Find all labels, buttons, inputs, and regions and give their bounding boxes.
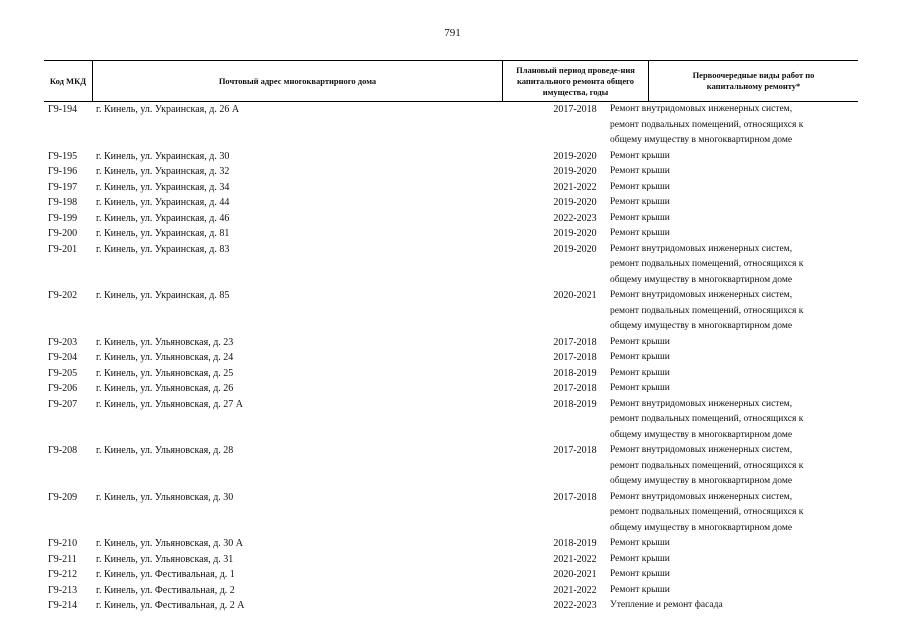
row-works-line: Ремонт внутридомовых инженерных систем, — [610, 290, 793, 300]
row-period: 2019-2020 — [553, 243, 597, 255]
table-row — [44, 552, 858, 568]
row-works-line: Ремонт внутридомовых инженерных систем, — [610, 445, 793, 455]
row-code: Г9-196 — [48, 166, 78, 177]
page-number: 791 — [444, 27, 461, 39]
row-address: г. Кинель, ул. Ульяновская, д. 30 — [96, 491, 234, 503]
row-works-line: Ремонт крыши — [610, 584, 670, 595]
row-address: г. Кинель, ул. Украинская, д. 32 — [96, 166, 230, 177]
row-works-line: общему имуществу в многоквартирном доме — [610, 274, 793, 285]
row-code: Г9-208 — [48, 445, 78, 456]
table-row — [44, 102, 858, 149]
row-address: г. Кинель, ул. Украинская, д. 34 — [96, 181, 230, 193]
row-works — [610, 102, 858, 149]
row-code: Г9-199 — [48, 212, 78, 224]
row-works-line: Утепление и ремонт фасада — [610, 600, 723, 610]
row-works-line: Ремонт внутридомовых инженерных систем, — [610, 491, 793, 502]
row-works — [610, 366, 858, 382]
row-works-line: Ремонт крыши — [610, 212, 670, 223]
row-works — [610, 335, 858, 351]
row-works — [610, 598, 858, 614]
table-body — [44, 102, 858, 614]
table-row — [44, 211, 858, 227]
row-works — [610, 583, 858, 599]
row-code: Г9-195 — [48, 150, 78, 162]
table-row — [44, 366, 858, 382]
row-code: Г9-204 — [48, 352, 78, 363]
row-code: Г9-202 — [48, 290, 78, 301]
row-code: Г9-211 — [48, 553, 77, 565]
table-row — [44, 226, 858, 242]
table-row — [44, 335, 858, 351]
row-works-line: Ремонт крыши — [610, 166, 670, 176]
row-period: 2020-2021 — [553, 569, 597, 580]
row-period: 2019-2020 — [553, 197, 597, 208]
row-code: Г9-206 — [48, 383, 78, 394]
table-row — [44, 598, 858, 614]
row-code: Г9-213 — [48, 584, 78, 596]
row-code: Г9-207 — [48, 398, 78, 410]
row-works-line: Ремонт крыши — [610, 150, 670, 161]
row-code: Г9-203 — [48, 336, 78, 348]
row-works-line: Ремонт крыши — [610, 336, 670, 347]
row-address: г. Кинель, ул. Фестивальная, д. 2 А — [96, 600, 245, 611]
table-row — [44, 567, 858, 583]
row-period: 2017-2018 — [553, 336, 597, 348]
row-address: г. Кинель, ул. Украинская, д. 85 — [96, 290, 230, 301]
row-works — [610, 443, 858, 490]
row-period: 2022-2023 — [553, 600, 597, 611]
table-row — [44, 583, 858, 599]
row-works-line: ремонт подвальных помещений, относящихся к — [610, 119, 804, 130]
row-code: Г9-209 — [48, 491, 78, 503]
row-works — [610, 288, 858, 335]
row-works-line: Ремонт крыши — [610, 383, 670, 393]
row-code: Г9-212 — [48, 569, 78, 580]
row-address: г. Кинель, ул. Украинская, д. 26 А — [96, 104, 240, 115]
row-works — [610, 397, 858, 444]
row-works-line: общему имуществу в многоквартирном доме — [610, 429, 793, 440]
row-works-line: общему имуществу в многоквартирном доме — [610, 135, 793, 145]
row-works-line: Ремонт крыши — [610, 352, 670, 362]
row-works-line: Ремонт крыши — [610, 197, 670, 207]
row-period: 2017-2018 — [553, 445, 597, 456]
table-row — [44, 397, 858, 444]
row-period: 2018-2019 — [553, 398, 597, 410]
row-works — [610, 490, 858, 537]
row-address: г. Кинель, ул. Фестивальная, д. 2 — [96, 584, 235, 596]
table-row — [44, 195, 858, 211]
row-period: 2021-2022 — [553, 584, 597, 596]
row-works-line: Ремонт внутридомовых инженерных систем, — [610, 243, 793, 254]
row-period: 2021-2022 — [553, 553, 597, 565]
row-works-line: общему имуществу в многоквартирном доме — [610, 522, 793, 533]
row-code: Г9-205 — [48, 367, 78, 379]
row-period: 2017-2018 — [553, 352, 597, 363]
row-works-line: Ремонт крыши — [610, 367, 670, 378]
row-period: 2017-2018 — [553, 383, 597, 394]
row-period: 2019-2020 — [553, 166, 597, 177]
row-address: г. Кинель, ул. Ульяновская, д. 28 — [96, 445, 234, 456]
row-works-line: Ремонт крыши — [610, 181, 670, 192]
row-works-line: ремонт подвальных помещений, относящихся к — [610, 259, 804, 269]
row-works — [610, 226, 858, 242]
row-works — [610, 164, 858, 180]
row-address: г. Кинель, ул. Ульяновская, д. 23 — [96, 336, 234, 348]
row-code: Г9-197 — [48, 181, 78, 193]
table-header — [44, 60, 858, 102]
row-works — [610, 211, 858, 227]
row-period: 2017-2018 — [553, 491, 597, 503]
row-works — [610, 567, 858, 583]
row-works-line: общему имуществу в многоквартирном доме — [610, 476, 793, 486]
table-row — [44, 149, 858, 165]
row-period: 2022-2023 — [553, 212, 597, 224]
row-works-line: ремонт подвальных помещений, относящихся к — [610, 305, 804, 316]
table-row — [44, 381, 858, 397]
row-works-line: Ремонт крыши — [610, 553, 670, 564]
row-code: Г9-194 — [48, 104, 78, 115]
row-works-line: Ремонт внутридомовых инженерных систем, — [610, 398, 793, 409]
row-works-line: ремонт подвальных помещений, относящихся к — [610, 507, 804, 517]
table-row — [44, 164, 858, 180]
row-address: г. Кинель, ул. Ульяновская, д. 31 — [96, 553, 234, 565]
row-works-line: Ремонт крыши — [610, 228, 670, 238]
row-works-line: общему имуществу в многоквартирном доме — [610, 321, 793, 331]
row-address: г. Кинель, ул. Украинская, д. 83 — [96, 243, 230, 255]
row-works — [610, 536, 858, 552]
row-period: 2019-2020 — [553, 228, 597, 239]
table-row — [44, 288, 858, 335]
row-works-line: ремонт подвальных помещений, относящихся к — [610, 460, 804, 471]
row-address: г. Кинель, ул. Украинская, д. 44 — [96, 197, 230, 208]
header-works: Первоочередные виды работ по капитальному ремонту* — [648, 61, 858, 101]
row-period: 2017-2018 — [553, 104, 597, 115]
row-works-line: Ремонт крыши — [610, 538, 670, 548]
row-period: 2021-2022 — [553, 181, 597, 193]
row-works — [610, 242, 858, 289]
table-row — [44, 443, 858, 490]
row-period: 2020-2021 — [553, 290, 597, 301]
row-period: 2018-2019 — [553, 538, 597, 549]
row-address: г. Кинель, ул. Украинская, д. 30 — [96, 150, 230, 162]
row-works — [610, 149, 858, 165]
header-code: Код МКД — [49, 75, 87, 86]
row-code: Г9-200 — [48, 228, 78, 239]
row-code: Г9-201 — [48, 243, 78, 255]
header-address: Почтовый адрес многоквартирного дома — [92, 61, 502, 101]
row-period: 2018-2019 — [553, 367, 597, 379]
table-row — [44, 350, 858, 366]
table-row — [44, 490, 858, 537]
header-period: Плановый период проведе-ния капитального ремонта общего имущества, годы — [502, 61, 648, 101]
table-row — [44, 536, 858, 552]
row-works-line: Ремонт крыши — [610, 569, 670, 579]
row-code: Г9-214 — [48, 600, 78, 611]
row-address: г. Кинель, ул. Ульяновская, д. 27 А — [96, 398, 243, 410]
row-address: г. Кинель, ул. Ульяновская, д. 24 — [96, 352, 234, 363]
row-works-line: ремонт подвальных помещений, относящихся к — [610, 414, 804, 424]
row-works — [610, 180, 858, 196]
table-row — [44, 242, 858, 289]
row-address: г. Кинель, ул. Украинская, д. 46 — [96, 212, 230, 224]
row-works — [610, 381, 858, 397]
row-works — [610, 552, 858, 568]
table-row — [44, 180, 858, 196]
row-period: 2019-2020 — [553, 150, 597, 162]
row-address: г. Кинель, ул. Ульяновская, д. 30 А — [96, 538, 243, 549]
row-address: г. Кинель, ул. Ульяновская, д. 25 — [96, 367, 234, 379]
row-code: Г9-210 — [48, 538, 78, 549]
row-works-line: Ремонт внутридомовых инженерных систем, — [610, 104, 793, 114]
row-works — [610, 195, 858, 211]
row-code: Г9-198 — [48, 197, 78, 208]
row-address: г. Кинель, ул. Ульяновская, д. 26 — [96, 383, 234, 394]
row-address: г. Кинель, ул. Фестивальная, д. 1 — [96, 569, 235, 580]
row-address: г. Кинель, ул. Украинская, д. 81 — [96, 228, 230, 239]
row-works — [610, 350, 858, 366]
